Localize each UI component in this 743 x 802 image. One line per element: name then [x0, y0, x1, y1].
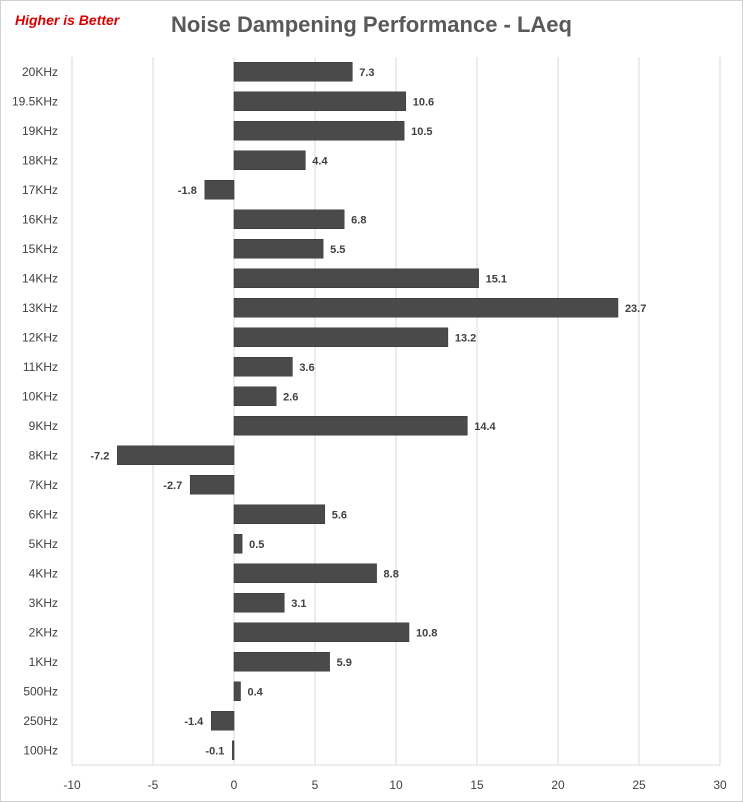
data-label: 13.2 [454, 332, 477, 345]
data-label: 4.4 [312, 155, 328, 168]
data-label: 10.8 [415, 627, 438, 640]
category-label: 6KHz [28, 507, 58, 522]
category-label: 250Hz [23, 713, 58, 728]
data-label: 6.8 [351, 214, 367, 227]
category-label: 17KHz [21, 182, 58, 197]
category-label: 16KHz [21, 212, 58, 227]
bar [234, 298, 618, 317]
bar [234, 239, 323, 258]
category-label: 18KHz [21, 153, 58, 168]
data-label: 2.6 [283, 391, 299, 404]
bar [234, 121, 404, 140]
category-label: 10KHz [21, 389, 58, 404]
category-label: 19.5KHz [11, 94, 58, 109]
category-label: 20KHz [21, 64, 58, 79]
bar [234, 210, 344, 229]
bar [234, 564, 377, 583]
category-label: 12KHz [21, 330, 58, 345]
bar [234, 328, 448, 347]
category-label: 11KHz [22, 359, 58, 374]
category-label: 5KHz [28, 536, 58, 551]
bar [234, 92, 406, 111]
bar [234, 151, 305, 170]
data-label: 7.3 [359, 66, 375, 79]
data-label: 0.4 [247, 686, 263, 699]
category-label: 9KHz [28, 418, 58, 433]
bar [211, 711, 234, 730]
data-label: 10.6 [412, 96, 435, 109]
category-label: 4KHz [28, 566, 58, 581]
bar [234, 534, 242, 553]
category-label: 1KHz [28, 654, 58, 669]
bar [234, 593, 284, 612]
data-label: -2.7 [163, 479, 183, 492]
data-label: -7.2 [90, 450, 110, 463]
bar [234, 623, 409, 642]
bar [234, 357, 292, 376]
category-label: 8KHz [28, 448, 58, 463]
data-label: 3.6 [299, 361, 315, 374]
bar [232, 741, 234, 760]
x-tick-label: -5 [147, 778, 159, 792]
x-tick-label: 5 [311, 778, 319, 792]
data-label: -0.1 [205, 745, 225, 758]
higher-is-better-note: Higher is Better [15, 12, 120, 28]
bar [190, 475, 234, 494]
bar [234, 682, 240, 701]
data-label: 10.5 [411, 125, 433, 138]
bar [234, 62, 352, 81]
bar [234, 387, 276, 406]
category-label: 2KHz [28, 625, 58, 640]
bar [234, 652, 330, 671]
bar [234, 269, 479, 288]
category-label: 14KHz [21, 271, 58, 286]
bar [117, 446, 234, 465]
x-tick-label: 10 [389, 778, 403, 792]
category-label: 3KHz [28, 595, 58, 610]
data-label: 5.6 [331, 509, 348, 522]
data-label: 0.5 [249, 538, 265, 551]
category-label: 19KHz [21, 123, 58, 138]
category-label: 13KHz [21, 300, 58, 315]
x-tick-label: 30 [713, 778, 727, 792]
category-label: 500Hz [23, 684, 58, 699]
data-label: 15.1 [485, 273, 508, 286]
data-label: 5.9 [336, 656, 352, 669]
category-label: 7KHz [28, 477, 58, 492]
data-label: -1.8 [177, 184, 197, 197]
bar [234, 416, 467, 435]
data-label: 8.8 [383, 568, 399, 581]
x-tick-label: -10 [63, 778, 81, 792]
data-label: 5.5 [330, 243, 346, 256]
x-tick-label: 25 [632, 778, 646, 792]
data-label: -1.4 [184, 715, 204, 728]
data-label: 3.1 [291, 597, 307, 610]
data-label: 14.4 [474, 420, 496, 433]
bar [205, 180, 234, 199]
x-tick-label: 15 [470, 778, 484, 792]
chart-title: Noise Dampening Performance - LAeq [171, 12, 572, 37]
category-label: 100Hz [23, 743, 58, 758]
data-label: 23.7 [624, 302, 647, 315]
category-label: 15KHz [21, 241, 58, 256]
x-tick-label: 20 [551, 778, 565, 792]
x-tick-label: 0 [230, 778, 238, 792]
bar [234, 505, 325, 524]
